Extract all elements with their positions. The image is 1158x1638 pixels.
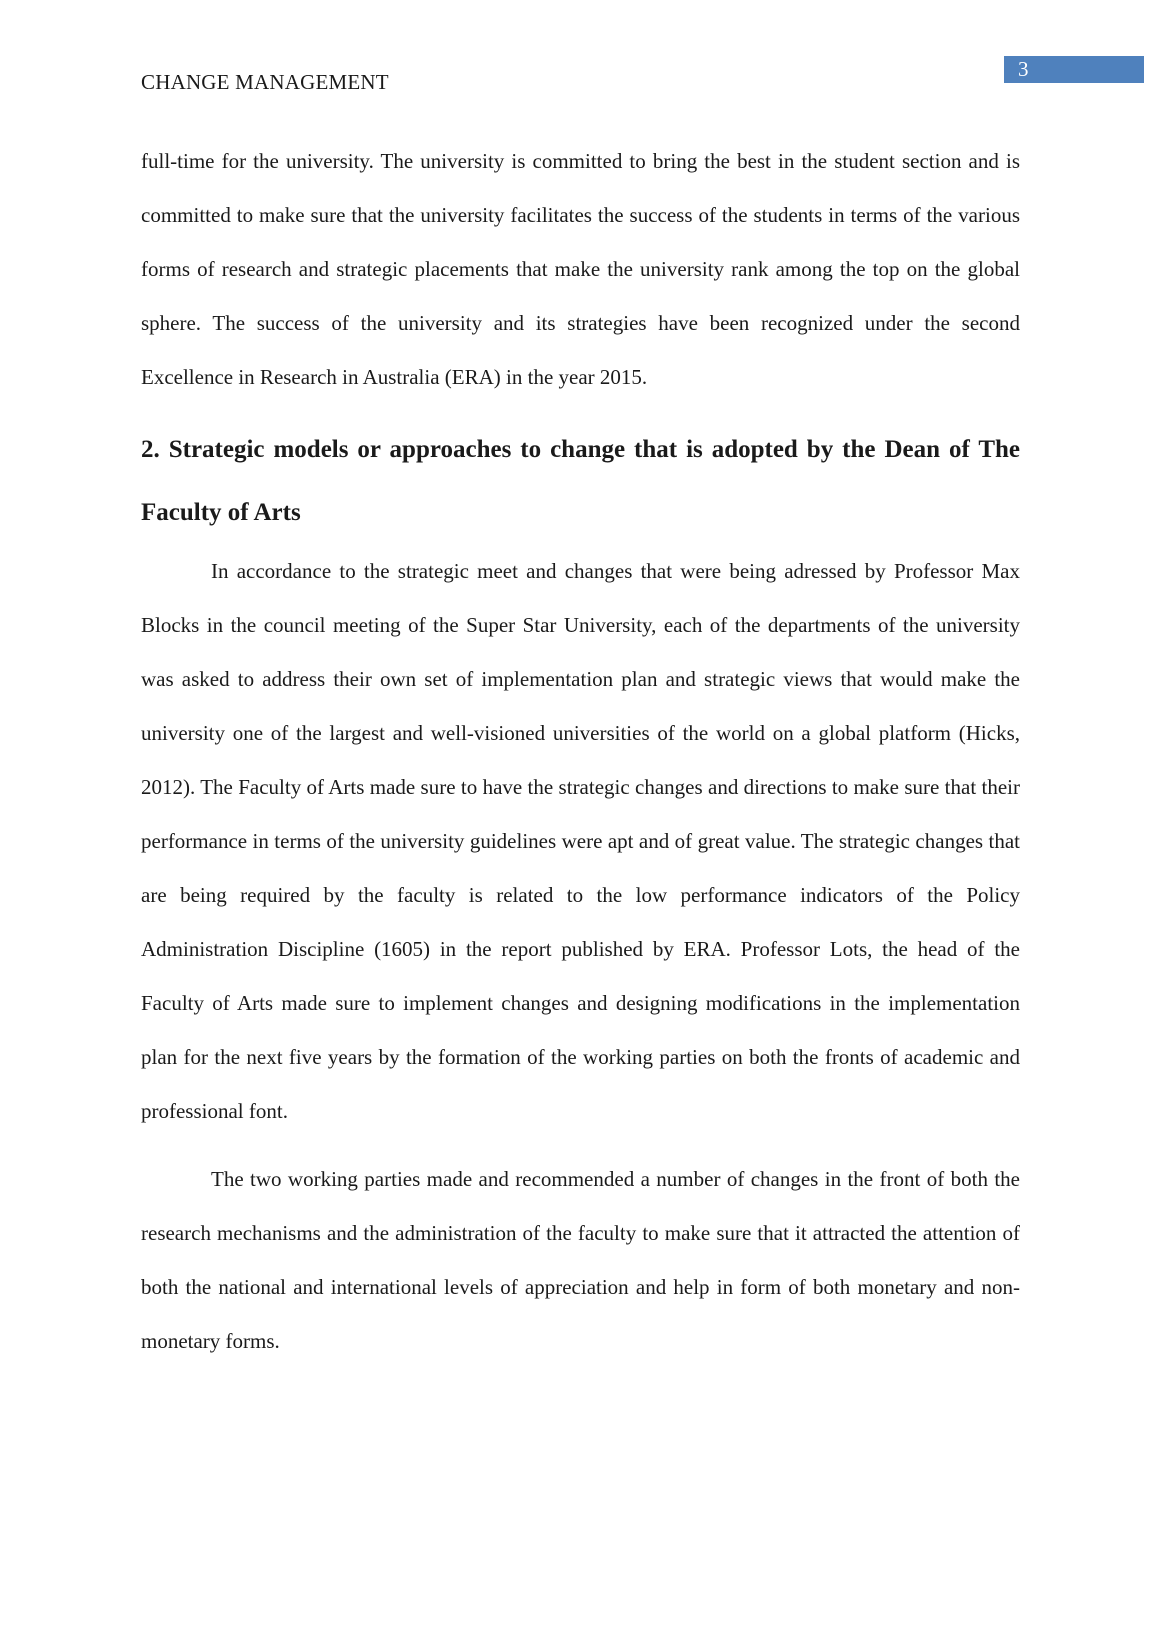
section-heading: 2. Strategic models or approaches to change that is adopted by the Dean of The Faculty of Arts [141, 436, 1020, 526]
document-body [141, 134, 1020, 1368]
body-paragraph-3: The two working parties made and recommended a number of changes in the front of both the research mechanisms and the administration of the faculty to make sure that it attracted the attention of both the national and international levels of appreciation and help in form of both monetary and non-monetary forms. [141, 1167, 1020, 1353]
body-paragraph-2: In accordance to the strategic meet and changes that were being adressed by Professor Max Blocks in the council meeting of the Super Star University, each of the departments of the university was asked to address their own set of implementation plan and strategic views that would make the university one of the largest and well-visioned universities of the world on a global platform (Hicks, 2012). The Faculty of Arts made sure to have the strategic changes and directions to make sure that their performance in terms of the university guidelines were apt and of great value. The strategic changes that are being required by the faculty is related to the low performance indicators of the Policy Administration Discipline (1605) in the report published by ERA. Professor Lots, the head of the Faculty of Arts made sure to implement changes and designing modifications in the implementation plan for the next five years by the formation of the working parties on both the fronts of academic and professional font. [141, 559, 1020, 1123]
page-number [1004, 56, 1144, 83]
page-number-text: 3 [1018, 57, 1029, 81]
running-head: CHANGE MANAGEMENT [141, 70, 389, 94]
body-paragraph-1: full-time for the university. The university is committed to bring the best in the student section and is committed to make sure that the university facilitates the success of the students in terms of the various forms of research and strategic placements that make the university rank among the top on the global sphere. The success of the university and its strategies have been recognized under the second Excellence in Research in Australia (ERA) in the year 2015. [141, 149, 1020, 389]
